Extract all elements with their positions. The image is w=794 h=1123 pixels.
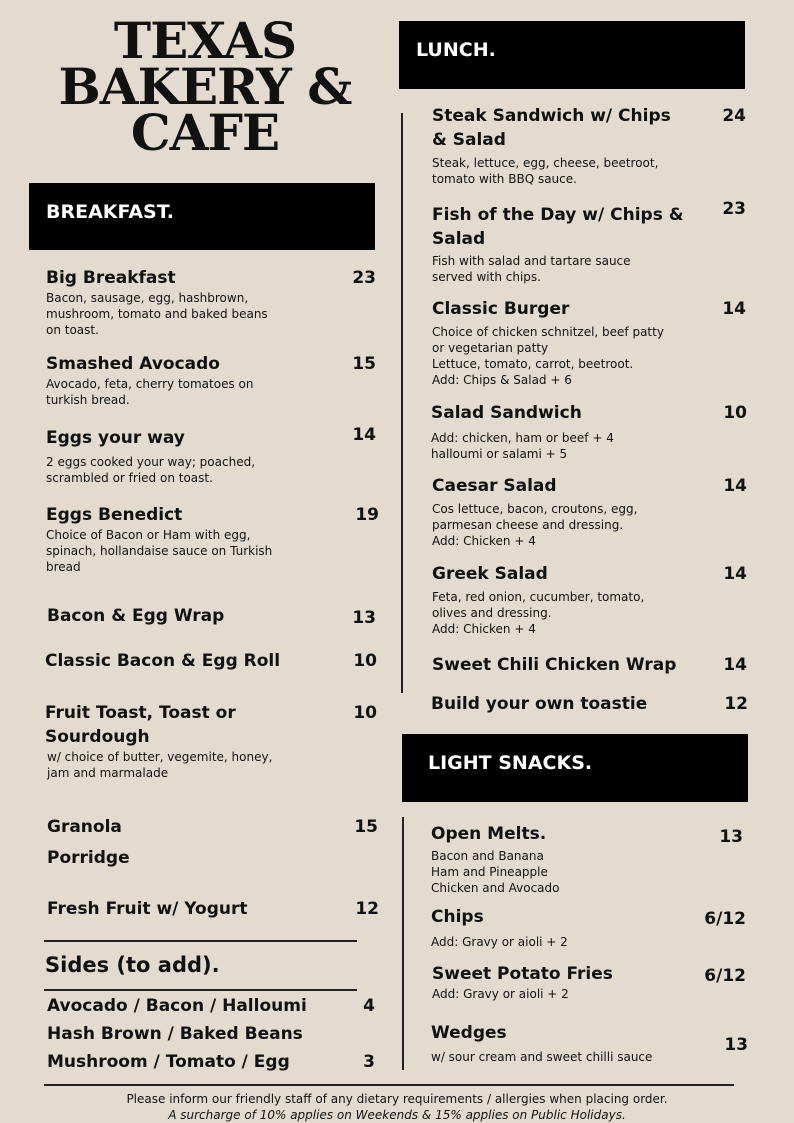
desc-line: served with chips. [432,270,541,284]
side-name: Mushroom / Tomato / Egg [47,1052,290,1072]
item-name: Granola [47,817,122,837]
item-name-line: Fruit Toast, Toast or [45,703,236,723]
item-desc [431,934,746,950]
desc-line: Add: Gravy or aioli + 2 [431,935,568,949]
footer-surcharge: A surcharge of 10% applies on Weekends & 15% applies on Public Holidays. [168,1108,626,1122]
menu-item [47,846,378,870]
desc-line: Add: Chips & Salad + 6 [432,373,572,387]
side-price: 4 [363,996,375,1016]
item-name: Caesar Salad [432,476,557,496]
menu-item [46,352,376,408]
menu-item [432,962,746,1002]
desc-line: on toast. [46,323,99,337]
divider [44,940,357,942]
desc-line: jam and marmalade [47,766,169,780]
menu-item [432,297,746,388]
item-desc [432,155,746,187]
item-desc [432,589,747,637]
menu-item [47,897,379,921]
desc-line: Add: Gravy or aioli + 2 [432,987,569,1001]
item-name: Chips [431,907,484,927]
item-price: 12 [355,899,379,919]
menu-item [431,401,747,462]
item-price: 14 [723,564,747,584]
desc-line: Add: chicken, ham or beef + 4 [431,431,614,445]
menu-item [432,562,747,637]
item-price: 15 [354,817,378,837]
item-name: Sweet Chili Chicken Wrap [432,655,677,675]
item-desc [431,430,747,462]
logo-line-2: BAKERY & [58,57,352,116]
item-name-line: & Salad [432,130,506,150]
desc-line: w/ sour cream and sweet chilli sauce [431,1050,653,1064]
desc-line: Avocado, feta, cherry tomatoes on [46,377,254,391]
desc-line: tomato with BBQ sauce. [432,172,577,186]
item-price: 15 [352,354,376,374]
desc-line: Bacon, sausage, egg, hashbrown, [46,291,249,305]
item-price: 13 [719,827,743,847]
menu-item [47,815,378,839]
item-desc [431,848,743,896]
side-name: Avocado / Bacon / Halloumi [47,996,307,1016]
item-name: Fresh Fruit w/ Yogurt [47,899,248,919]
desc-line: Add: Chicken + 4 [432,622,536,636]
desc-line: Lettuce, tomato, carrot, beetroot. [432,357,634,371]
snacks-header [402,734,748,802]
breakfast-header [29,183,375,250]
item-price: 24 [722,106,746,126]
lunch-header [399,21,745,89]
item-price: 6/12 [704,909,746,929]
desc-line: bread [46,560,81,574]
desc-line: Bacon and Banana [431,849,544,863]
menu-item [432,474,747,549]
desc-line: Steak, lettuce, egg, cheese, beetroot, [432,156,659,170]
side-row [47,1022,375,1046]
desc-line: Fish with salad and tartare sauce [432,254,631,268]
desc-line: spinach, hollandaise sauce on Turkish [46,544,273,558]
item-name-line: Sourdough [45,727,150,747]
footer-notice: Please inform our friendly staff of any dietary requirements / allergies when placing order. [126,1092,668,1106]
item-name: Bacon & Egg Wrap [47,606,225,626]
desc-line: Add: Chicken + 4 [432,534,536,548]
side-row [47,1050,375,1074]
divider [44,989,357,991]
item-price: 23 [722,199,746,219]
desc-line: turkish bread. [46,393,130,407]
menu-item [45,701,377,781]
item-price: 14 [723,655,747,675]
item-name: Build your own toastie [431,694,648,714]
desc-line: Chicken and Avocado [431,881,560,895]
item-price: 12 [724,694,748,714]
desc-line: 2 eggs cooked your way; poached, [46,455,256,469]
desc-line: w/ choice of butter, vegemite, honey, [47,750,273,764]
menu-item [46,503,379,575]
item-desc [432,324,746,388]
item-price: 19 [355,505,379,525]
desc-line: parmesan cheese and dressing. [432,518,624,532]
item-desc [432,986,746,1002]
item-desc [46,527,379,575]
side-row [47,994,375,1018]
item-name: Eggs Benedict [46,505,183,525]
item-desc [46,454,376,486]
menu-item [431,822,743,896]
item-name: Greek Salad [432,564,548,584]
menu-item [432,199,746,285]
menu-item [432,104,746,187]
item-name: Smashed Avocado [46,354,220,374]
item-name: Big Breakfast [46,268,176,288]
item-name: Eggs your way [46,428,185,448]
item-desc [432,253,746,285]
item-price: 10 [723,403,747,423]
item-name: Classic Bacon & Egg Roll [45,651,281,671]
item-name-line: Salad [432,229,486,249]
item-desc [431,1049,748,1065]
desc-line: or vegetarian patty [432,341,549,355]
snacks-title: LIGHT SNACKS. [428,752,593,774]
item-price: 13 [724,1035,748,1055]
lunch-title: LUNCH. [416,39,496,61]
desc-line: Feta, red onion, cucumber, tomato, [432,590,645,604]
item-price: 14 [723,476,747,496]
side-name: Hash Brown / Baked Beans [47,1024,303,1044]
logo-line-1: TEXAS [113,11,297,70]
item-name: Porridge [47,848,130,868]
menu-item [46,266,376,338]
desc-line: Choice of chicken schnitzel, beef patty [432,325,664,339]
desc-line: Choice of Bacon or Ham with egg, [46,528,251,542]
column-rule [401,113,403,693]
item-price: 10 [353,651,377,671]
desc-line: Ham and Pineapple [431,865,548,879]
menu-item [46,426,376,486]
item-price: 23 [352,268,376,288]
menu-item [431,905,746,950]
item-price: 10 [353,703,377,723]
side-price: 3 [363,1052,375,1072]
item-name-line: Fish of the Day w/ Chips & [432,205,684,225]
item-name-line: Steak Sandwich w/ Chips [432,106,671,126]
logo-line-3: CAFE [130,103,280,162]
menu-item [47,604,376,628]
item-price: 14 [722,299,746,319]
item-name: Wedges [431,1023,507,1043]
cafe-logo [40,11,370,162]
column-rule [402,817,404,1070]
breakfast-title: BREAKFAST. [46,201,174,223]
item-name: Salad Sandwich [431,403,582,423]
menu-item [45,649,377,673]
desc-line: halloumi or salami + 5 [431,447,568,461]
item-desc [46,376,376,408]
menu-item [431,692,748,716]
sides-title: Sides (to add). [45,953,220,977]
item-name: Sweet Potato Fries [432,964,613,984]
item-desc [46,290,376,338]
menu-item [431,1021,748,1065]
desc-line: olives and dressing. [432,606,552,620]
item-desc [47,749,377,781]
desc-line: scrambled or fried on toast. [46,471,213,485]
menu-item [432,653,747,677]
item-price: 6/12 [704,966,746,986]
desc-line: mushroom, tomato and baked beans [46,307,268,321]
item-price: 13 [352,608,376,628]
item-price: 14 [352,425,376,445]
item-name: Classic Burger [432,299,570,319]
item-desc [432,501,747,549]
footer-divider [44,1084,734,1086]
item-name: Open Melts. [431,824,547,844]
desc-line: Cos lettuce, bacon, croutons, egg, [432,502,638,516]
